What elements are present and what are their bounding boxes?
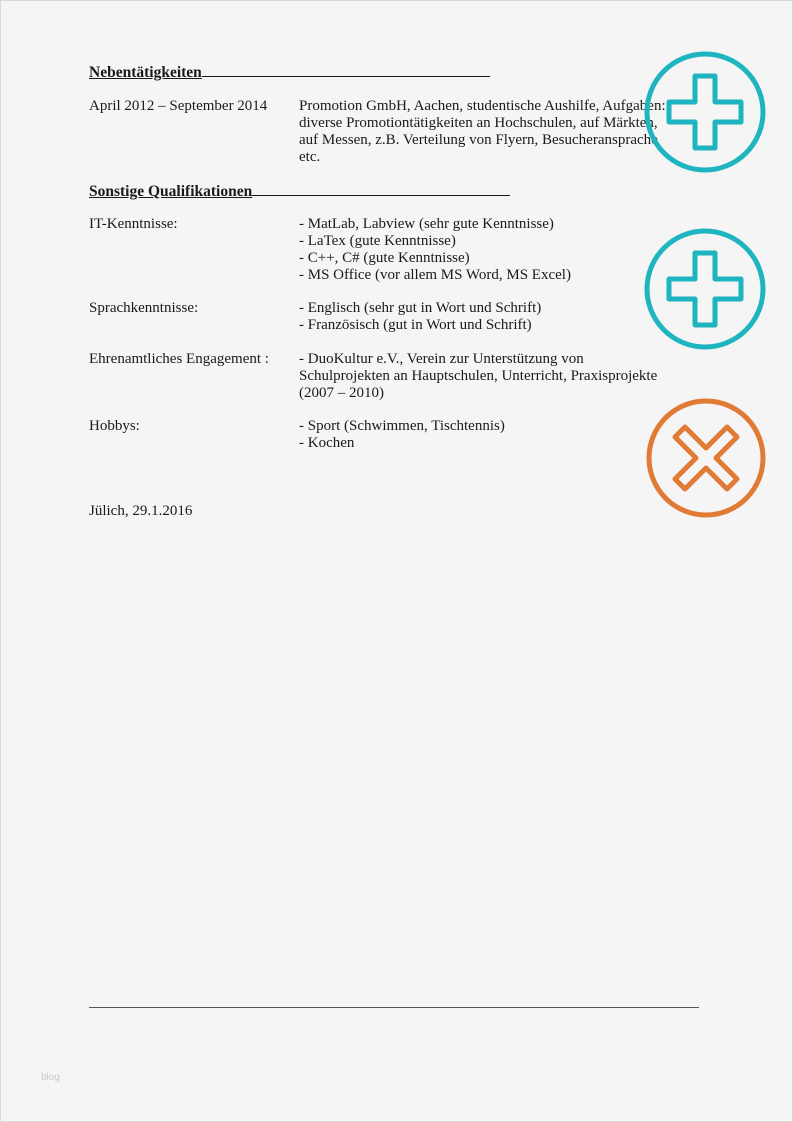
list-item: - Englisch (sehr gut in Wort und Schrift) xyxy=(299,300,542,316)
ehrenamt-list xyxy=(299,351,699,402)
watermark-text: blog xyxy=(41,1072,60,1083)
plus-icon xyxy=(643,50,767,174)
entry-line: auf Messen, z.B. Verteilung von Flyern, Besucheransprache xyxy=(299,132,658,148)
list-item: (2007 – 2010) xyxy=(299,385,384,401)
list-item: - LaTex (gute Kenntnisse) xyxy=(299,233,456,249)
it-list xyxy=(299,216,699,284)
entry-description xyxy=(299,98,699,166)
list-item: Schulprojekten an Hauptschulen, Unterricht, Praxisprojekte xyxy=(299,368,658,384)
list-item: - Kochen xyxy=(299,435,355,451)
entry-line: diverse Promotiontätigkeiten an Hochschulen, auf Märkten, xyxy=(299,115,658,131)
entry-line: Promotion GmbH, Aachen, studentische Aushilfe, Aufgaben: xyxy=(299,98,666,114)
it-label: IT-Kenntnisse: xyxy=(89,216,178,232)
list-item: - MatLab, Labview (sehr gute Kenntnisse) xyxy=(299,216,554,232)
sprachen-list xyxy=(299,300,699,334)
sprachen-label: Sprachkenntnisse: xyxy=(89,300,199,316)
plus-icon xyxy=(643,227,767,351)
section-heading-sonstige-qualifikationen: Sonstige Qualifikationen xyxy=(89,182,510,201)
list-item: - DuoKultur e.V., Verein zur Unterstützung von xyxy=(299,351,584,367)
hobbys-list xyxy=(299,418,699,452)
list-item: - Französisch (gut in Wort und Schrift) xyxy=(299,317,532,333)
list-item: - C++, C# (gute Kenntnisse) xyxy=(299,250,470,266)
ehrenamt-label: Ehrenamtliches Engagement : xyxy=(89,351,269,367)
cross-icon xyxy=(645,397,767,519)
list-item: - MS Office (vor allem MS Word, MS Excel) xyxy=(299,267,571,283)
entry-line: etc. xyxy=(299,149,321,165)
hobbys-label: Hobbys: xyxy=(89,418,140,434)
place-date: Jülich, 29.1.2016 xyxy=(89,503,193,519)
footer-rule xyxy=(89,1007,699,1008)
section-heading-nebentaetigkeiten: Nebentätigkeiten xyxy=(89,63,490,82)
entry-period: April 2012 – September 2014 xyxy=(89,98,268,114)
list-item: - Sport (Schwimmen, Tischtennis) xyxy=(299,418,505,434)
